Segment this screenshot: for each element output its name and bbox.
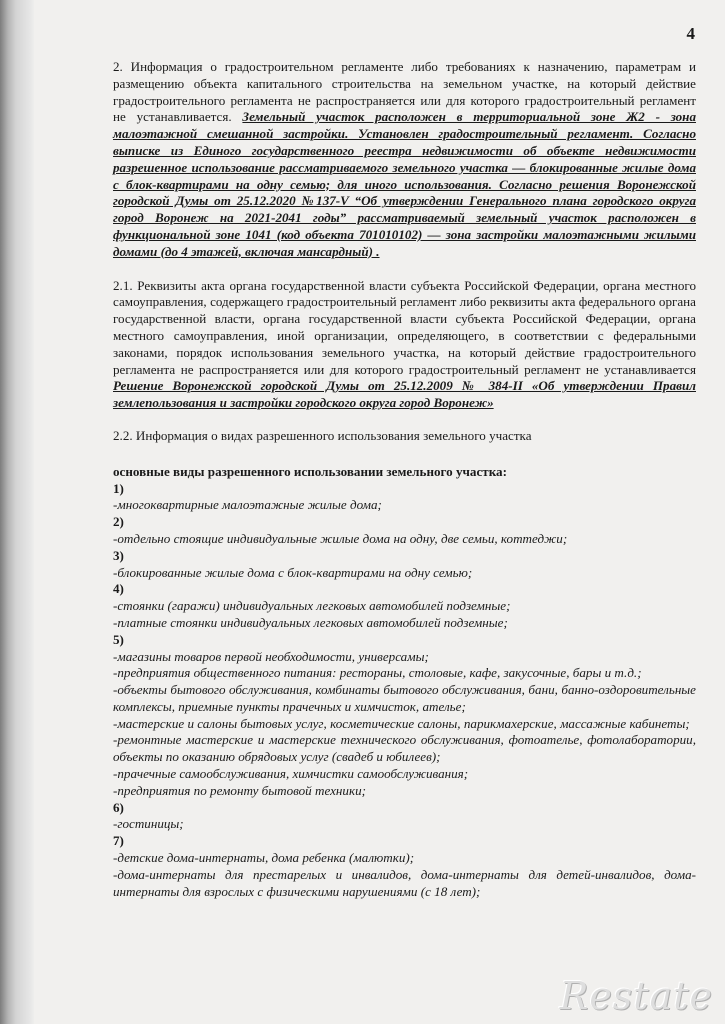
document-body — [113, 59, 696, 900]
section-2-1-text: 2.1. Реквизиты акта органа государственной власти субъекта Российской Федерации, органа местного самоуправления, содержащего градостроительный регламент либо реквизиты акта федерального органа государственной власти, органа государственной власти субъекта Российской Федерации, органа местного самоуправления, иной организации, определяющего, в соответствии с федеральными законами, порядок использования земельного участка, на который действие градостроительного регламента не распространяется или для которого градостроительный регламент не устанавливается — [113, 277, 696, 377]
group-number: 7) — [113, 833, 124, 849]
use-list-item: -дома-интернаты для престарелых и инвалидов, дома-интернаты для детей-инвалидов, дома-интернаты для взрослых с физическими нарушениями (с 18 лет); — [113, 866, 696, 899]
group-number: 2) — [113, 514, 124, 530]
main-uses-heading: основные виды разрешенного использовании земельного участка: — [113, 463, 507, 479]
section-2-2-title: 2.2. Информация о видах разрешенного использования земельного участка — [113, 427, 532, 443]
restate-watermark: Restate — [559, 974, 713, 1018]
use-list-item: -магазины товаров первой необходимости, универсамы; — [113, 648, 429, 664]
use-list-item: -объекты бытового обслуживания, комбинаты бытового обслуживания, бани, банно-оздоровительные комплексы, приемные пункты прачечных и химчисток, ателье; — [113, 682, 696, 714]
section-2-paragraph — [113, 59, 696, 261]
section-2-1-emphasis: Решение Воронежской городской Думы от 25.12.2009 № 384-II «Об утверждении Правил землепользования и застройки городского округа город Воронеж» — [113, 378, 696, 411]
section-2-text: 2. Информация о градостроительном регламенте либо требованиях к назначению, параметрам и размещению объекта капитального строительства на земельном участке, на который действие градостроительного регламента не распространяется или для которого градостроительный регламент не устанавливается. — [113, 59, 696, 125]
group-number: 4) — [113, 581, 124, 597]
section-2-1-paragraph — [113, 278, 696, 412]
use-groups-list — [113, 481, 696, 901]
use-list-item: -предприятия по ремонту бытовой техники; — [113, 782, 366, 798]
use-list-item: -блокированные жилые дома с блок-квартирами на одну семью; — [113, 564, 473, 580]
use-list-item: -многоквартирные малоэтажные жилые дома; — [113, 497, 382, 513]
group-number: 6) — [113, 799, 124, 815]
use-list-item: -прачечные самообслуживания, химчистки самообслуживания; — [113, 766, 469, 782]
use-list-item: -платные стоянки индивидуальных легковых автомобилей подземные; — [113, 614, 508, 630]
use-list-item: -гостиницы; — [113, 816, 184, 832]
binding-shadow — [0, 0, 34, 1024]
page-number: 4 — [686, 24, 695, 43]
use-list-item: -ремонтные мастерские и мастерские технического обслуживания, фотоателье, фотолаборатории, объекты по оказанию обрядовых услуг (свадеб и юбилеев); — [113, 732, 696, 765]
use-list-item: -детские дома-интернаты, дома ребенка (малютки); — [113, 850, 415, 866]
section-2-emphasis: Земельный участок расположен в территориальной зоне Ж2 - зона малоэтажной смешанной застройки. Установлен градостроительный регламент. Согласно выписке из Единого государственного реестра недвижимости об объекте недвижимости разрешенное использование рассматриваемого земельного участка — блокированные жилые дома с блок-квартирами на одну семью; для иного использования. Согласно решения Воронежской городской Думы от 25.12.2020 №137-V “Об утверждении Генерального плана городского округа город Воронеж на 2021-2041 годы” рассматриваемый земельный участок расположен в функциональной зоне 1041 (код объекта 701010102) — зона застройки малоэтажными жилыми домами (до 4 этажей, включая мансардный) . — [113, 109, 696, 259]
use-list-item: -мастерские и салоны бытовых услуг, косметические салоны, парикмахерские, массажные кабинеты; — [113, 715, 690, 731]
group-number: 3) — [113, 547, 124, 563]
use-list-item: -предприятия общественного питания: рестораны, столовые, кафе, закусочные, бары и т.д.; — [113, 665, 642, 681]
use-list-item: -стоянки (гаражи) индивидуальных легковых автомобилей подземные; — [113, 598, 511, 614]
use-list-item: -отдельно стоящие индивидуальные жилые дома на одну, две семьи, коттеджи; — [113, 530, 568, 546]
group-number: 1) — [113, 480, 124, 496]
group-number: 5) — [113, 631, 124, 647]
